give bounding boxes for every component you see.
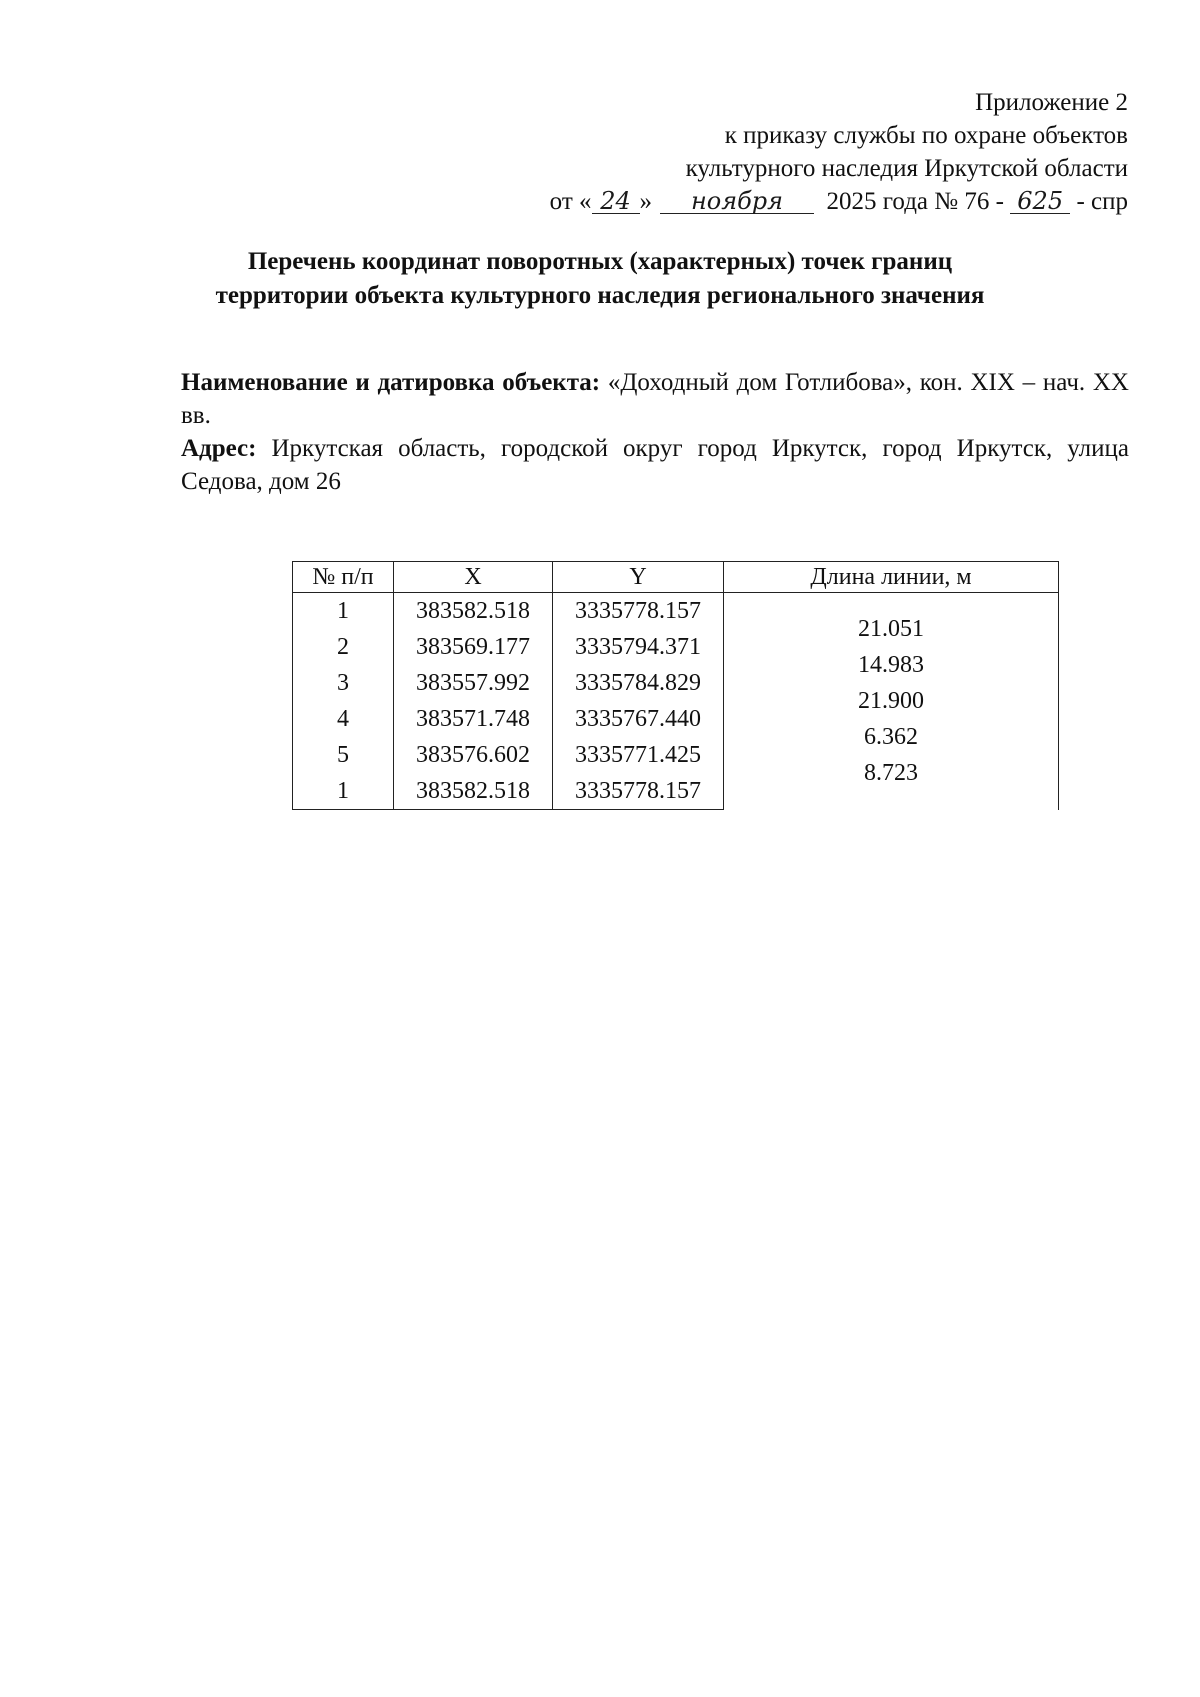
column-header-number: № п/п <box>293 562 394 593</box>
line-length: 21.900 <box>858 688 924 714</box>
point-y: 3335794.371 <box>553 629 724 665</box>
point-number: 3 <box>293 665 394 701</box>
title-line-1: Перечень координат поворотных (характерных) точек границ <box>247 248 953 275</box>
point-number: 2 <box>293 629 394 665</box>
handwritten-month: ноября <box>660 189 814 214</box>
object-name-label: Наименование и датировка объекта: <box>181 369 601 396</box>
line-lengths-list <box>732 593 1050 791</box>
point-y: 3335784.829 <box>553 665 724 701</box>
point-number: 4 <box>293 701 394 737</box>
date-year-text: 2025 года № 76 - <box>826 188 1004 215</box>
point-x: 383582.518 <box>394 593 553 630</box>
point-number: 1 <box>293 773 394 810</box>
date-quote-close: » <box>639 188 653 215</box>
line-length: 21.051 <box>858 616 924 642</box>
object-address-paragraph <box>181 432 1129 498</box>
point-x: 383569.177 <box>394 629 553 665</box>
object-info <box>181 366 1129 498</box>
object-address-label: Адрес: <box>181 435 257 462</box>
order-reference-line-1: к приказу службы по охране объектов <box>724 122 1128 149</box>
coordinates-table <box>292 561 1059 810</box>
order-date-line <box>328 185 1128 218</box>
order-suffix: - спр <box>1076 188 1128 215</box>
appendix-header <box>328 86 1128 218</box>
line-length: 6.362 <box>864 724 918 750</box>
point-number: 5 <box>293 737 394 773</box>
table-header-row <box>293 562 1059 593</box>
handwritten-day: 24 <box>592 189 640 214</box>
point-x: 383571.748 <box>394 701 553 737</box>
point-y: 3335778.157 <box>553 773 724 810</box>
date-prefix: от « <box>549 188 592 215</box>
point-y: 3335778.157 <box>553 593 724 630</box>
point-y: 3335771.425 <box>553 737 724 773</box>
point-number: 1 <box>293 593 394 630</box>
point-y: 3335767.440 <box>553 701 724 737</box>
line-length: 8.723 <box>864 760 918 786</box>
column-header-length: Длина линии, м <box>724 562 1059 593</box>
appendix-label: Приложение 2 <box>975 89 1128 116</box>
point-x: 383557.992 <box>394 665 553 701</box>
handwritten-order-number: 625 <box>1010 189 1070 214</box>
column-header-y: Y <box>553 562 724 593</box>
order-reference-line-2: культурного наследия Иркутской области <box>685 155 1128 182</box>
line-length: 14.983 <box>858 652 924 678</box>
title-line-2: территории объекта культурного наследия регионального значения <box>215 282 985 309</box>
point-x: 383582.518 <box>394 773 553 810</box>
point-x: 383576.602 <box>394 737 553 773</box>
object-name-value: «Доходный дом Готлибова», кон. XIX – нач. XX вв. <box>181 369 1129 429</box>
document-title <box>130 245 1070 313</box>
object-name-paragraph <box>181 366 1129 432</box>
object-address-value: Иркутская область, городской округ город Иркутск, город Иркутск, улица Седова, дом 26 <box>181 435 1130 495</box>
line-lengths-cell <box>724 593 1059 810</box>
column-header-x: X <box>394 562 553 593</box>
table-row <box>293 593 1059 630</box>
